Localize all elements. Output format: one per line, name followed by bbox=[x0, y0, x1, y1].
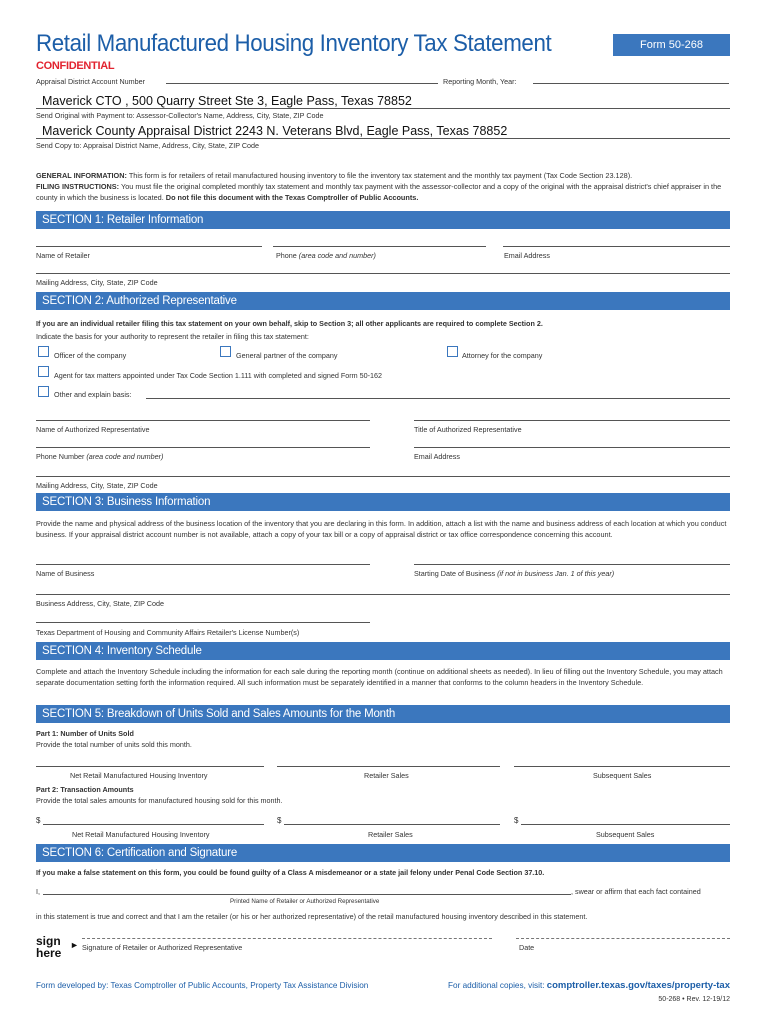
retailer-email-field[interactable] bbox=[503, 246, 730, 247]
business-name-label: Name of Business bbox=[36, 569, 95, 578]
business-name-field[interactable] bbox=[36, 564, 370, 565]
amount-retailer-sales-label: Retailer Sales bbox=[368, 830, 413, 839]
send-original-field[interactable]: Maverick CTO , 500 Quarry Street Ste 3, Eagle Pass, Texas 78852 bbox=[42, 94, 412, 108]
units-net-inventory-label: Net Retail Manufactured Housing Inventory bbox=[70, 771, 208, 780]
certification-statement: in this statement is true and correct and that I am the retailer (or his or her authorized representative) of the retail manufactured housing inventory described in this statement. bbox=[36, 912, 588, 921]
form-number-badge: Form 50-268 bbox=[613, 34, 730, 56]
section-4-text: Complete and attach the Inventory Schedule including the information for each sale during the reporting month (continue on additional sheets as needed). In lieu of filling out the Inventory Schedule, you may attach separate documentation setting forth the information required. All such information must be separately identified in a manner that conforms to the column headers in the Inventory Schedule. bbox=[36, 667, 723, 687]
units-subsequent-sales-field[interactable] bbox=[514, 766, 730, 767]
printed-name-label: Printed Name of Retailer or Authorized Representative bbox=[230, 898, 380, 905]
attorney-label: Attorney for the company bbox=[462, 351, 543, 360]
i-label: I, bbox=[36, 887, 40, 896]
units-retailer-sales-label: Retailer Sales bbox=[364, 771, 409, 780]
business-address-label: Business Address, City, State, ZIP Code bbox=[36, 599, 164, 608]
footer-url-link[interactable]: comptroller.texas.gov/taxes/property-tax bbox=[546, 980, 730, 991]
footer-copies bbox=[448, 980, 730, 991]
other-checkbox[interactable] bbox=[38, 386, 49, 397]
part-2-heading: Part 2: Transaction Amounts bbox=[36, 785, 134, 794]
false-statement-warning: If you make a false statement on this form, you could be found guilty of a Class A misdemeanor or a state jail felony under Penal Code Section 37.10. bbox=[36, 868, 545, 877]
section-2-intro: If you are an individual retailer filing this tax statement on your own behalf, skip to Section 3; all other applicants are required to complete Section 2. bbox=[36, 319, 543, 328]
rep-name-field[interactable] bbox=[36, 420, 370, 421]
form-revision: 50-268 • Rev. 12-19/12 bbox=[658, 996, 730, 1003]
rep-title-label: Title of Authorized Representative bbox=[414, 425, 522, 434]
filing-instructions-heading: FILING INSTRUCTIONS: bbox=[36, 182, 120, 191]
attorney-checkbox[interactable] bbox=[447, 346, 458, 357]
footer-developer: Form developed by: Texas Comptroller of Public Accounts, Property Tax Assistance Division bbox=[36, 981, 369, 990]
amount-subsequent-sales-field[interactable] bbox=[521, 824, 730, 825]
general-information bbox=[36, 170, 730, 203]
retailer-mailing-label: Mailing Address, City, State, ZIP Code bbox=[36, 278, 158, 287]
general-partner-label: General partner of the company bbox=[236, 351, 338, 360]
reporting-month-field[interactable] bbox=[533, 83, 729, 84]
section-4-header: SECTION 4: Inventory Schedule bbox=[36, 642, 730, 660]
rep-phone-field[interactable] bbox=[36, 447, 370, 448]
section-2-header: SECTION 2: Authorized Representative bbox=[36, 292, 730, 310]
license-number-label: Texas Department of Housing and Community Affairs Retailer's License Number(s) bbox=[36, 628, 300, 637]
license-number-field[interactable] bbox=[36, 622, 370, 623]
amount-net-inventory-label: Net Retail Manufactured Housing Inventory bbox=[72, 830, 210, 839]
confidential-label: CONFIDENTIAL bbox=[36, 60, 115, 72]
retailer-phone-label: Phone (area code and number) bbox=[276, 251, 376, 260]
filing-instructions-text: You must file the original completed monthly tax statement and monthly tax payment with the assessor-collector and a copy of the original with the appraisal district's chief appraiser in the county in which the business is located. bbox=[36, 182, 722, 202]
swear-text: , swear or affirm that each fact contained bbox=[571, 887, 701, 896]
dollar-sign-3: $ bbox=[514, 816, 519, 825]
retailer-name-label: Name of Retailer bbox=[36, 251, 90, 260]
business-address-field[interactable] bbox=[36, 594, 730, 595]
units-net-inventory-field[interactable] bbox=[36, 766, 264, 767]
units-retailer-sales-field[interactable] bbox=[277, 766, 500, 767]
amount-retailer-sales-field[interactable] bbox=[284, 824, 500, 825]
reporting-month-label: Reporting Month, Year: bbox=[443, 77, 517, 86]
rep-email-field[interactable] bbox=[414, 447, 730, 448]
start-date-label: Starting Date of Business (if not in business Jan. 1 of this year) bbox=[414, 569, 615, 578]
retailer-mailing-field[interactable] bbox=[36, 273, 730, 274]
dollar-sign-2: $ bbox=[277, 816, 282, 825]
start-date-field[interactable] bbox=[414, 564, 730, 565]
agent-label: Agent for tax matters appointed under Tax Code Section 1.111 with completed and signed Form 50-162 bbox=[54, 371, 383, 380]
general-partner-checkbox[interactable] bbox=[220, 346, 231, 357]
amount-net-inventory-field[interactable] bbox=[43, 824, 264, 825]
part-1-heading: Part 1: Number of Units Sold bbox=[36, 729, 134, 738]
rep-phone-label: Phone Number (area code and number) bbox=[36, 452, 164, 461]
send-copy-line bbox=[36, 138, 730, 139]
other-explain-field[interactable] bbox=[146, 398, 730, 399]
sign-here-arrow-icon: ► bbox=[70, 940, 79, 950]
send-original-label: Send Original with Payment to: Assessor-Collector's Name, Address, City, State, ZIP Code bbox=[36, 111, 324, 120]
account-number-label: Appraisal District Account Number bbox=[36, 77, 146, 86]
officer-checkbox[interactable] bbox=[38, 346, 49, 357]
general-info-heading: GENERAL INFORMATION: bbox=[36, 171, 127, 180]
send-original-line bbox=[36, 108, 730, 109]
amount-subsequent-sales-label: Subsequent Sales bbox=[596, 830, 655, 839]
date-label: Date bbox=[519, 943, 535, 952]
filing-instructions-warning: Do not file this document with the Texas Comptroller of Public Accounts. bbox=[165, 193, 419, 202]
section-3-header: SECTION 3: Business Information bbox=[36, 493, 730, 511]
part-1-text: Provide the total number of units sold this month. bbox=[36, 740, 192, 749]
signature-label: Signature of Retailer or Authorized Representative bbox=[82, 943, 243, 952]
officer-label: Officer of the company bbox=[54, 351, 127, 360]
rep-mailing-field[interactable] bbox=[36, 476, 730, 477]
section-6-header: SECTION 6: Certification and Signature bbox=[36, 844, 730, 862]
send-copy-field[interactable]: Maverick County Appraisal District 2243 N. Veterans Blvd, Eagle Pass, Texas 78852 bbox=[42, 124, 508, 138]
part-2-text: Provide the total sales amounts for manufactured housing sold for this month. bbox=[36, 796, 283, 805]
date-field[interactable] bbox=[516, 938, 730, 939]
rep-name-label: Name of Authorized Representative bbox=[36, 425, 150, 434]
account-number-field[interactable] bbox=[166, 83, 438, 84]
authority-basis-label: Indicate the basis for your authority to represent the retailer in filing this tax statement: bbox=[36, 332, 309, 341]
signature-field[interactable] bbox=[82, 938, 492, 939]
units-subsequent-sales-label: Subsequent Sales bbox=[593, 771, 652, 780]
sign-here-label: sign here bbox=[36, 934, 62, 960]
retailer-name-field[interactable] bbox=[36, 246, 262, 247]
rep-email-label: Email Address bbox=[414, 452, 460, 461]
section-1-header: SECTION 1: Retailer Information bbox=[36, 211, 730, 229]
agent-checkbox[interactable] bbox=[38, 366, 49, 377]
printed-name-field[interactable] bbox=[43, 894, 571, 895]
rep-mailing-label: Mailing Address, City, State, ZIP Code bbox=[36, 481, 158, 490]
dollar-sign-1: $ bbox=[36, 816, 41, 825]
rep-title-field[interactable] bbox=[414, 420, 730, 421]
retailer-phone-field[interactable] bbox=[273, 246, 486, 247]
retailer-email-label: Email Address bbox=[504, 251, 550, 260]
form-title: Retail Manufactured Housing Inventory Tax Statement bbox=[36, 30, 552, 57]
section-3-text: Provide the name and physical address of the business location of the inventory that you are declaring in this form. In addition, attach a list with the name and business address of each location at which you conduct business. If your appraisal district account number is not available, attach a copy of your tax bill or a copy of appraisal district or tax office correspondence concerning this account. bbox=[36, 519, 727, 539]
footer-copies-text: For additional copies, visit: bbox=[448, 981, 547, 990]
other-label: Other and explain basis: bbox=[54, 390, 132, 399]
send-copy-label: Send Copy to: Appraisal District Name, Address, City, State, ZIP Code bbox=[36, 141, 260, 150]
section-5-header: SECTION 5: Breakdown of Units Sold and Sales Amounts for the Month bbox=[36, 705, 730, 723]
general-info-text: This form is for retailers of retail manufactured housing inventory to file the inventory tax statement and the monthly tax payment (Tax Code Section 23.128). bbox=[126, 171, 633, 180]
